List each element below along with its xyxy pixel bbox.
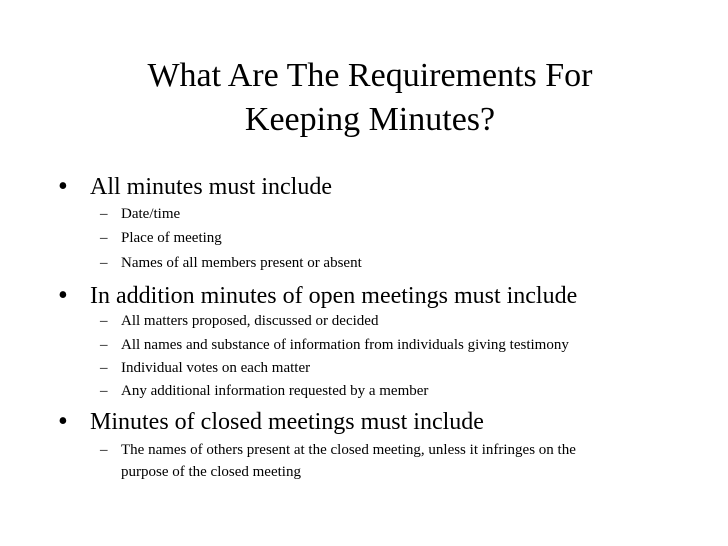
list-item: Place of meeting <box>121 230 222 246</box>
list-item: Date/time <box>121 206 181 222</box>
dash-icon: – <box>100 442 108 458</box>
bullet-icon: • <box>58 280 68 311</box>
section-heading-closed-meetings: Minutes of closed meetings must include <box>90 409 484 435</box>
dash-icon: – <box>100 206 108 222</box>
slide-title-line-2: Keeping Minutes? <box>244 101 496 138</box>
list-item: Individual votes on each matter <box>121 360 311 376</box>
slide-title-line-1: What Are The Requirements For <box>147 57 593 94</box>
bullet-icon: • <box>58 171 68 202</box>
section-heading-all-minutes: All minutes must include <box>90 174 332 200</box>
dash-icon: – <box>100 255 108 271</box>
list-item: All names and substance of information from individuals giving testimony <box>121 337 569 353</box>
dash-icon: – <box>100 360 108 376</box>
dash-icon: – <box>100 230 108 246</box>
bullet-icon: • <box>58 406 68 437</box>
dash-icon: – <box>100 313 108 329</box>
slide-title <box>70 54 670 142</box>
dash-icon: – <box>100 383 108 399</box>
list-item: The names of others present at the closed meeting, unless it infringes on the purpose of the closed meeting <box>121 442 576 480</box>
list-item: All matters proposed, discussed or decided <box>121 313 379 329</box>
list-item: Names of all members present or absent <box>121 255 362 271</box>
section-heading-open-meetings: In addition minutes of open meetings must include <box>90 283 578 309</box>
dash-icon: – <box>100 337 108 353</box>
list-item: Any additional information requested by a member <box>121 383 429 399</box>
